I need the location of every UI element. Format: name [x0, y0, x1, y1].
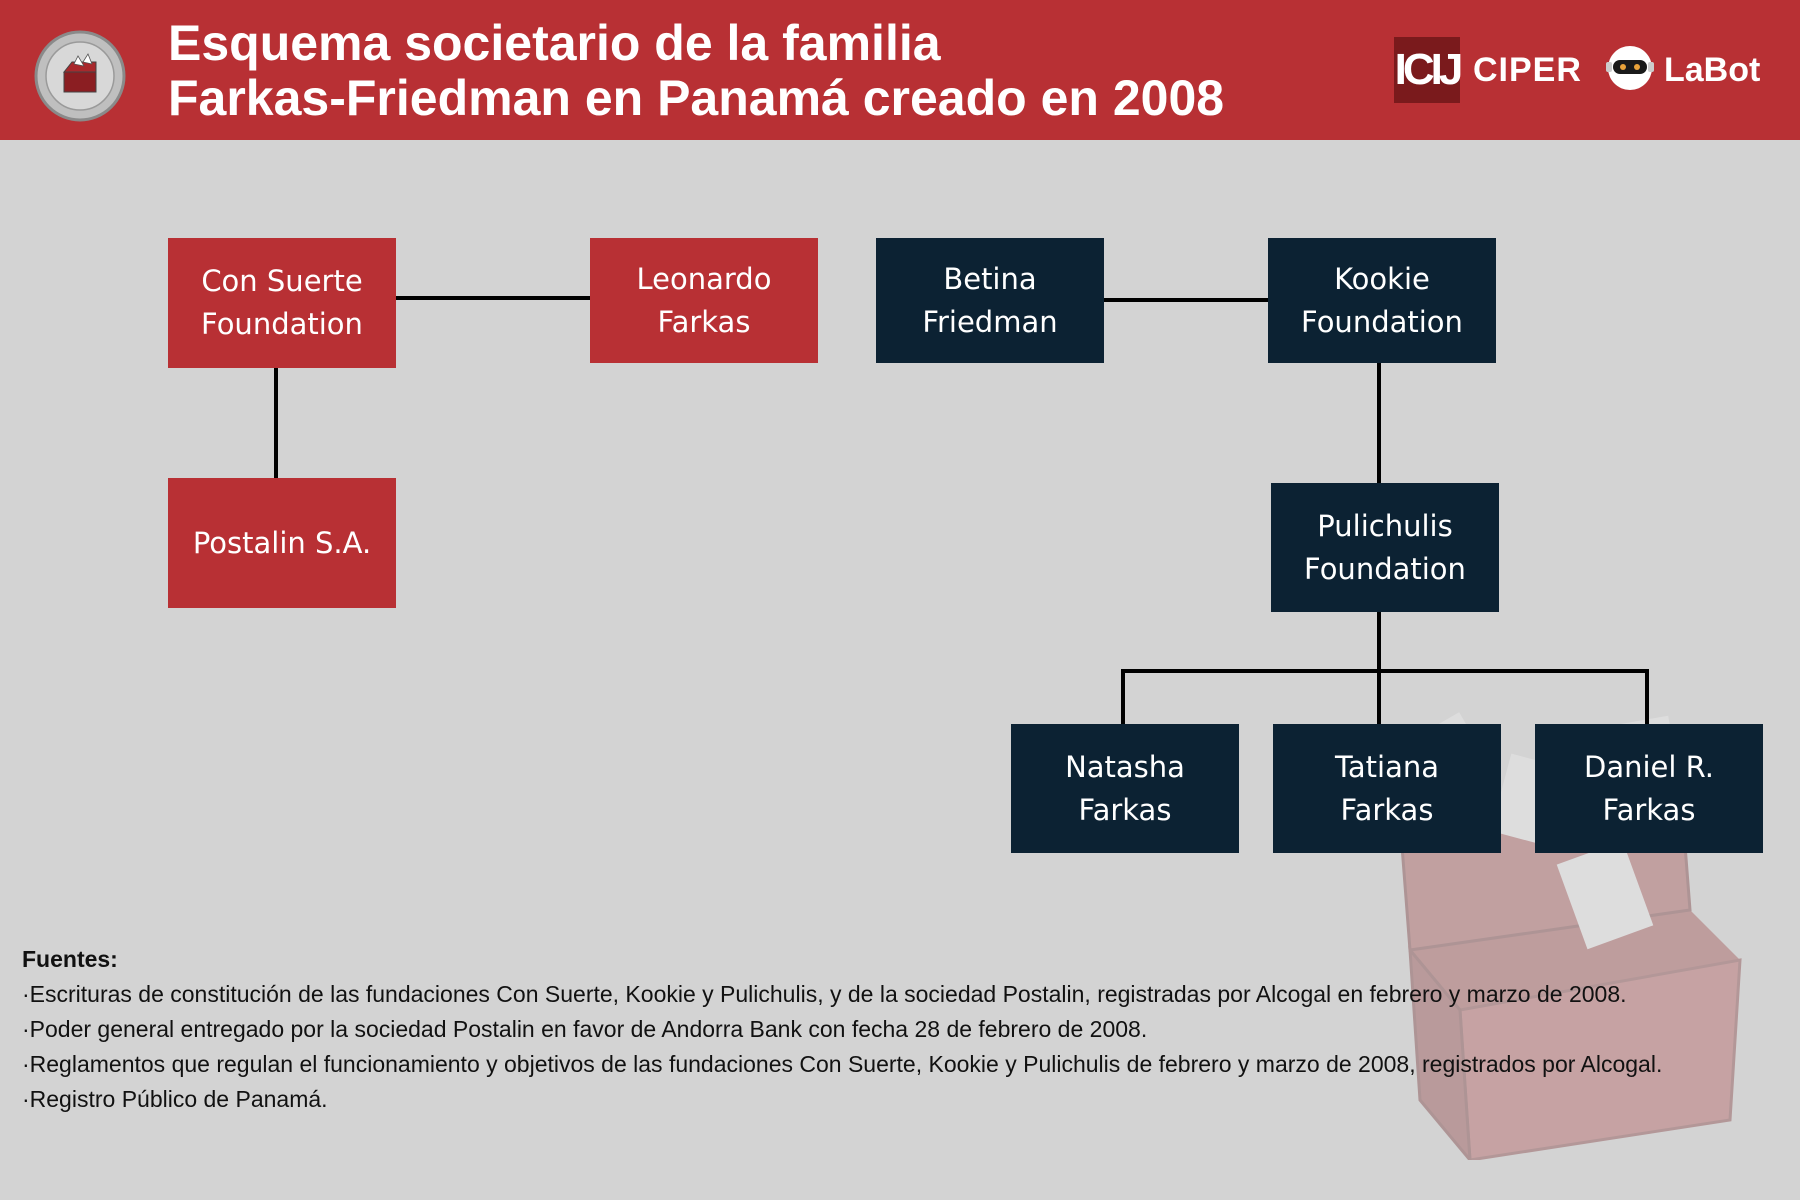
node-natasha-line1: Natasha [1065, 749, 1185, 784]
node-daniel-farkas [1535, 724, 1763, 853]
node-con-suerte-line2: Foundation [201, 307, 363, 341]
node-leonardo-farkas [590, 238, 818, 363]
sources-section [22, 942, 1792, 1117]
node-natasha-line2: Farkas [1078, 792, 1172, 827]
node-pulichulis-line1: Pulichulis [1317, 508, 1453, 543]
source-item: ·Registro Público de Panamá. [22, 1086, 328, 1112]
node-pulichulis-line2: Foundation [1304, 551, 1466, 586]
labot-logo: LaBot [1664, 51, 1761, 89]
node-postalin-line1: Postalin S.A. [192, 525, 372, 560]
node-tatiana-line1: Tatiana [1334, 749, 1440, 784]
node-daniel-line1: Daniel R. [1584, 749, 1714, 784]
node-con-suerte-line1: Con Suerte [201, 264, 363, 298]
title-line-2: Farkas-Friedman en Panamá creado en 2008 [168, 70, 1225, 126]
source-item: ·Reglamentos que regulan el funcionamiento y objetivos de las fundaciones Con Suerte, Kookie y Pulichulis de febrero y marzo de 2008, registrados por Alcogal. [22, 1051, 1663, 1077]
node-kookie-foundation [1268, 238, 1496, 363]
node-leonardo-line2: Farkas [657, 304, 751, 339]
node-kookie-line2: Foundation [1301, 304, 1463, 339]
node-tatiana-farkas [1273, 724, 1501, 853]
title-line-1: Esquema societario de la familia [168, 15, 941, 71]
node-leonardo-line1: Leonardo [636, 261, 772, 296]
node-betina-line1: Betina [943, 261, 1037, 296]
source-item: ·Escrituras de constitución de las fundaciones Con Suerte, Kookie y Pulichulis, y de la sociedad Postalin, registradas por Alcogal en febrero y marzo de 2008. [22, 981, 1627, 1007]
ciper-logo: CIPER [1473, 51, 1582, 89]
node-kookie-line1: Kookie [1334, 261, 1430, 296]
node-betina-line2: Friedman [922, 304, 1058, 339]
node-con-suerte-foundation [168, 238, 396, 368]
node-tatiana-line2: Farkas [1340, 792, 1434, 827]
source-item: ·Poder general entregado por la sociedad Postalin en favor de Andorra Bank con fecha 28 de febrero de 2008. [22, 1016, 1148, 1042]
icij-logo: ICIJ [1394, 37, 1460, 103]
node-daniel-line2: Farkas [1602, 792, 1696, 827]
sources-title: Fuentes: [22, 946, 118, 972]
node-natasha-farkas [1011, 724, 1239, 853]
node-betina-friedman [876, 238, 1104, 363]
node-postalin-sa [168, 478, 396, 608]
node-pulichulis-foundation [1271, 483, 1499, 612]
